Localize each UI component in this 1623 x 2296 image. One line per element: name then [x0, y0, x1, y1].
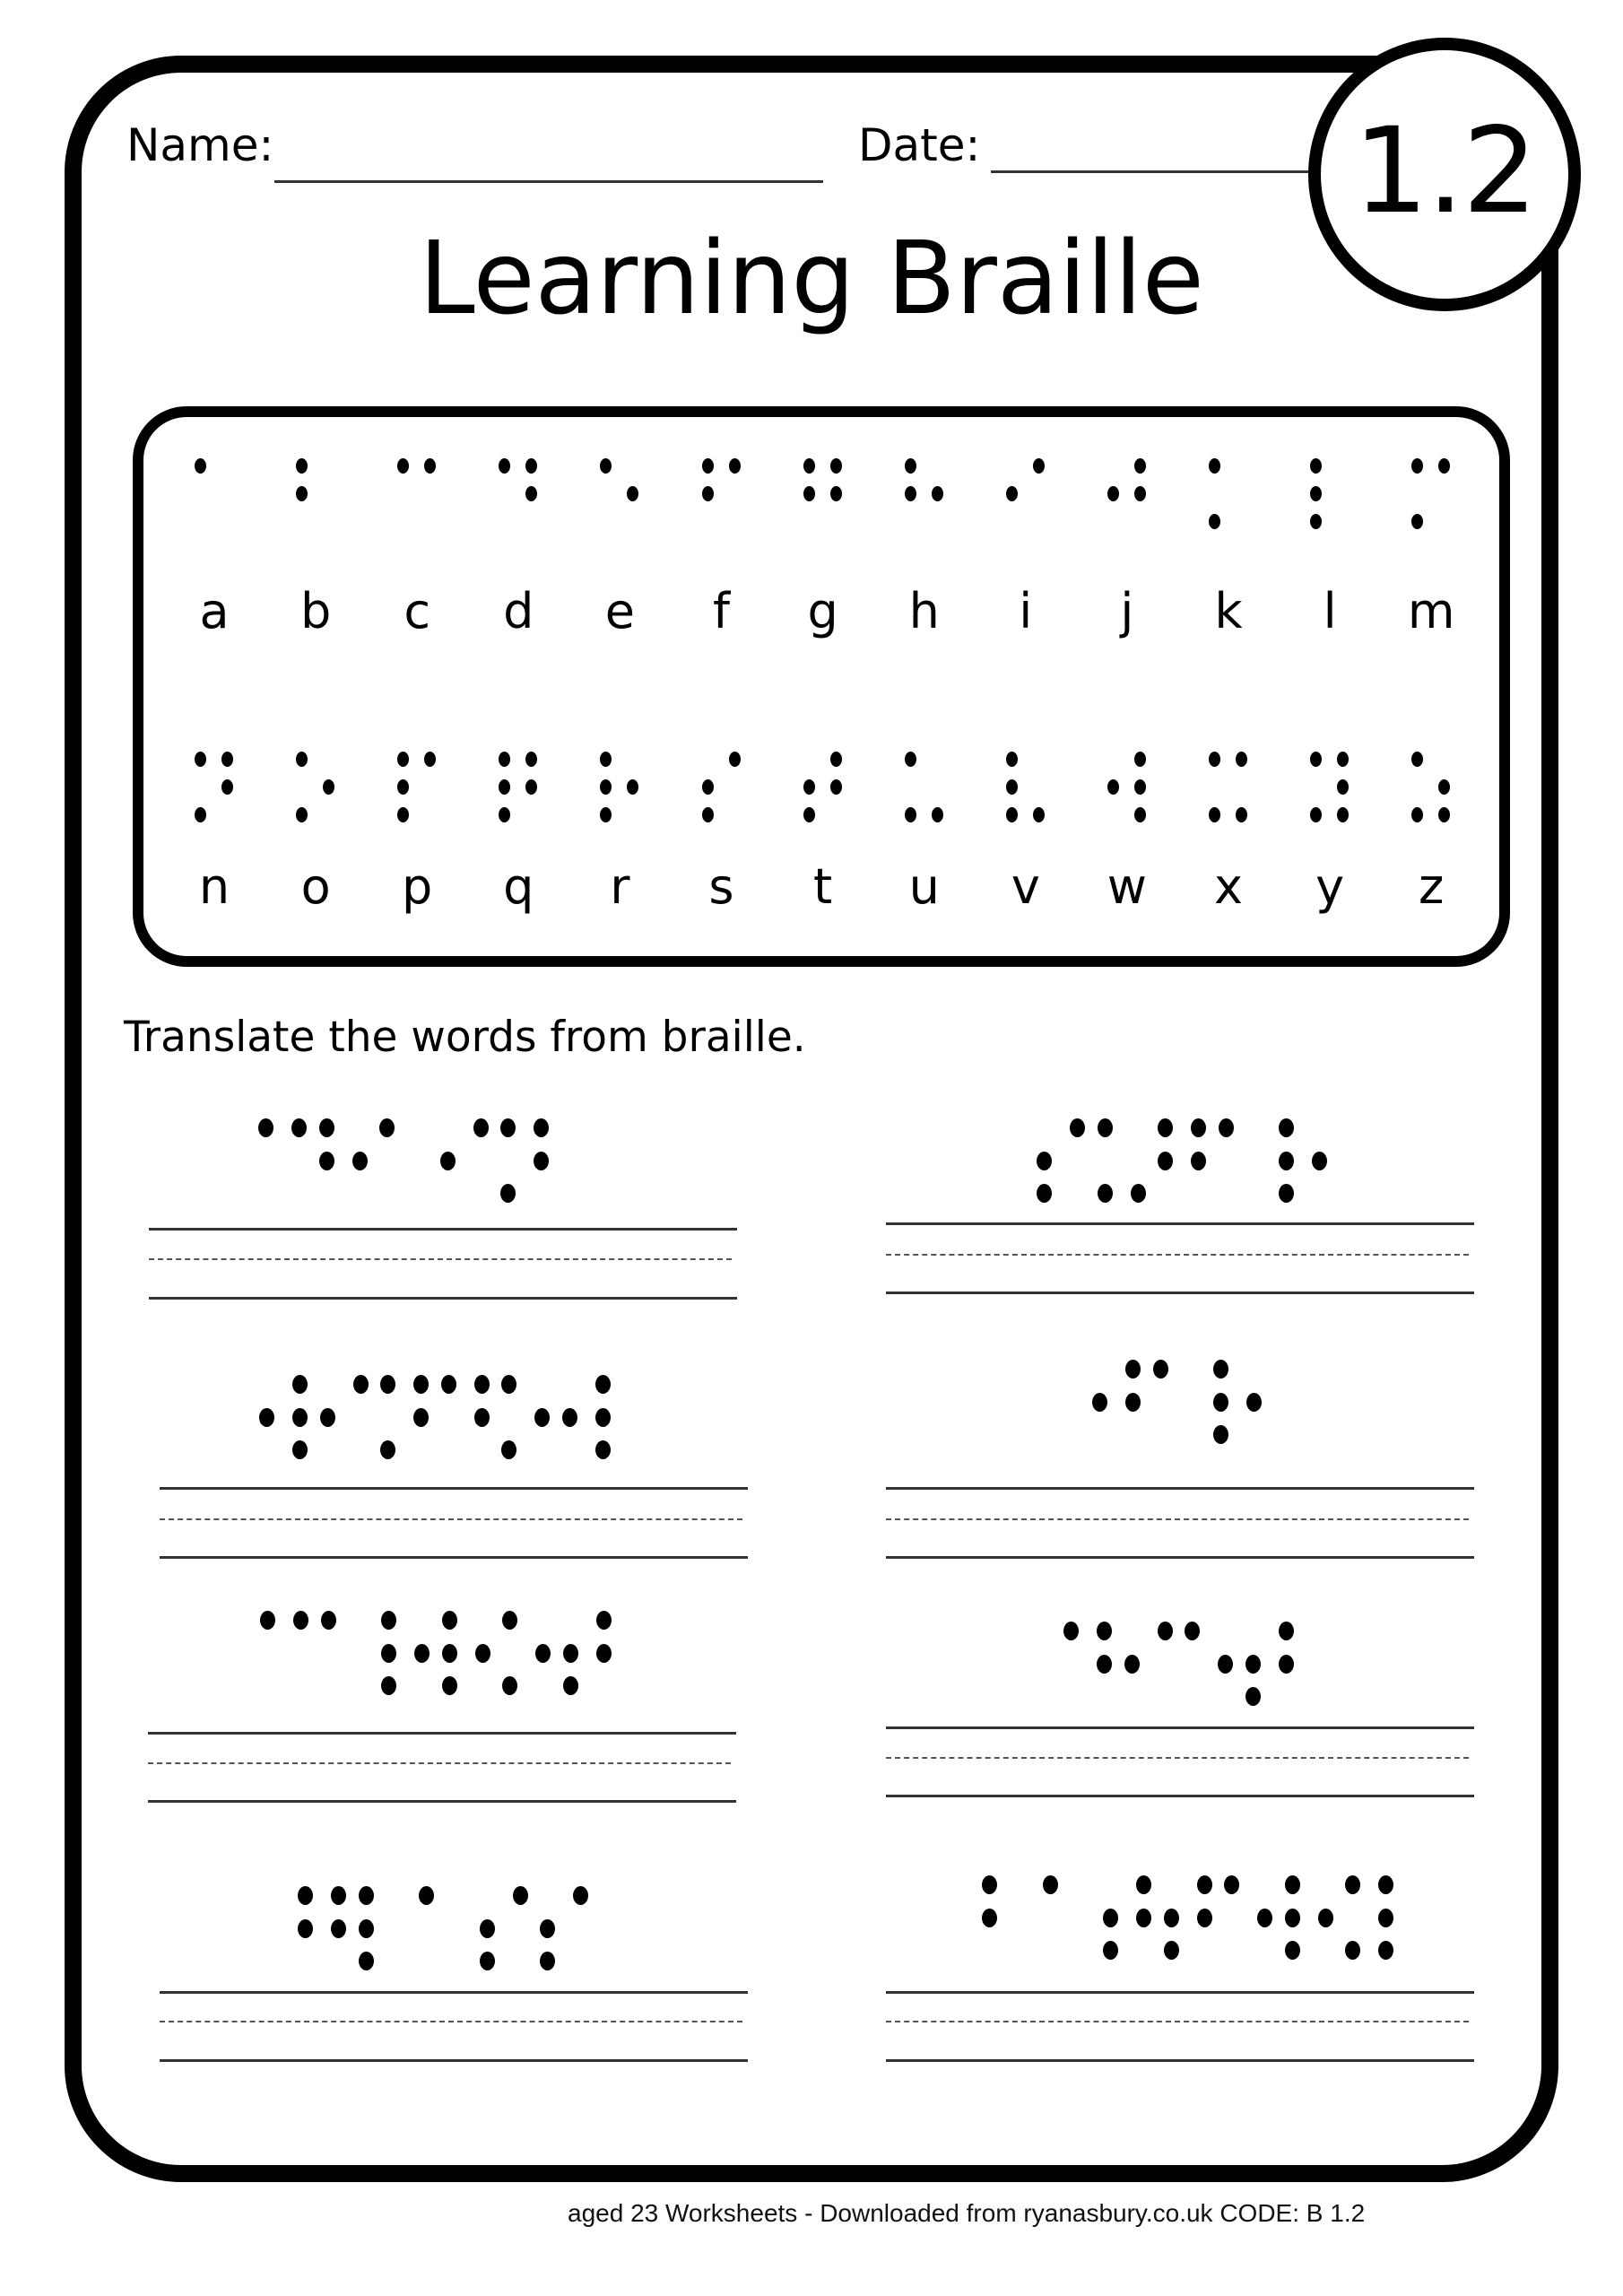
answer-guide-line — [886, 1518, 1469, 1520]
braille-dot — [534, 1408, 550, 1427]
braille-dot — [1213, 1393, 1228, 1412]
braille-dot — [320, 1408, 335, 1427]
braille-dot — [1103, 1941, 1118, 1960]
answer-line[interactable] — [886, 1487, 1474, 1490]
braille-dot — [1191, 1118, 1206, 1137]
braille-dot — [1131, 1184, 1146, 1203]
key-letter-l: l — [1323, 583, 1337, 639]
braille-dot — [1070, 1118, 1085, 1137]
answer-line[interactable] — [886, 1795, 1474, 1797]
key-letter-f: f — [712, 583, 730, 639]
key-letter-r: r — [610, 858, 630, 915]
braille-dot — [1345, 1875, 1360, 1894]
answer-line[interactable] — [148, 1732, 736, 1735]
braille-dot — [442, 1676, 457, 1695]
key-letter-b: b — [299, 583, 332, 639]
answer-line[interactable] — [160, 1991, 748, 1994]
braille-word-cell — [1092, 1360, 1137, 1440]
braille-word-cell — [1158, 1118, 1202, 1199]
answer-line[interactable] — [886, 1726, 1474, 1729]
braille-word-cell — [259, 1375, 304, 1456]
braille-dot — [474, 1408, 490, 1427]
braille-dot — [475, 1644, 490, 1663]
braille-dot — [379, 1118, 395, 1137]
key-letter-h: h — [908, 583, 940, 639]
braille-dot — [1124, 1655, 1140, 1674]
braille-dot — [1097, 1655, 1112, 1674]
braille-word-cell — [1063, 1622, 1108, 1702]
braille-dot — [381, 1611, 396, 1630]
braille-dot — [359, 1919, 374, 1938]
braille-dot — [353, 1375, 369, 1394]
answer-line[interactable] — [886, 1222, 1474, 1225]
braille-dot — [331, 1919, 346, 1938]
braille-word-cell — [321, 1611, 366, 1692]
braille-word-cell — [562, 1375, 607, 1456]
answer-line[interactable] — [160, 1556, 748, 1559]
braille-dot — [535, 1644, 551, 1663]
key-letter-x: x — [1214, 858, 1243, 915]
braille-dot — [1097, 1622, 1112, 1640]
answer-guide-line — [160, 1518, 742, 1520]
braille-dot — [595, 1440, 611, 1459]
braille-dot — [595, 1375, 611, 1394]
braille-dot — [1103, 1909, 1118, 1927]
braille-word-cell — [380, 1375, 425, 1456]
braille-word-cell — [1153, 1360, 1198, 1440]
braille-dot — [1153, 1360, 1168, 1378]
braille-word-cell — [381, 1611, 426, 1692]
braille-dot — [1285, 1941, 1300, 1960]
braille-dot — [1257, 1909, 1272, 1927]
braille-dot — [1224, 1875, 1239, 1894]
braille-dot — [1213, 1425, 1228, 1444]
braille-dot — [1279, 1622, 1294, 1640]
braille-dot — [442, 1644, 457, 1663]
braille-dot — [1378, 1941, 1393, 1960]
answer-line[interactable] — [886, 1991, 1474, 1994]
braille-dot — [419, 1886, 434, 1905]
braille-dot — [292, 1408, 308, 1427]
key-letter-k: k — [1214, 583, 1243, 639]
braille-dot — [480, 1952, 495, 1970]
answer-guide-line — [886, 2021, 1469, 2022]
braille-word-cell — [319, 1118, 364, 1199]
braille-dot — [319, 1152, 334, 1170]
braille-dot — [1285, 1875, 1300, 1894]
braille-word-cell — [260, 1611, 305, 1692]
braille-word-cell — [480, 1886, 525, 1967]
key-letter-w: w — [1107, 858, 1147, 915]
braille-word-cell — [359, 1886, 404, 1967]
braille-word-cell — [441, 1375, 486, 1456]
braille-dot — [501, 1375, 516, 1394]
key-letter-t: t — [813, 858, 833, 915]
braille-dot — [1378, 1909, 1393, 1927]
braille-dot — [1218, 1655, 1233, 1674]
key-letter-a: a — [199, 583, 230, 639]
braille-word-cell — [1213, 1360, 1258, 1440]
braille-dot — [502, 1611, 517, 1630]
braille-dot — [292, 1375, 308, 1394]
braille-dot — [562, 1408, 577, 1427]
braille-word-cell — [320, 1375, 365, 1456]
answer-guide-line — [149, 1258, 732, 1260]
braille-word-cell — [540, 1886, 585, 1967]
braille-dot — [540, 1952, 555, 1970]
braille-word-cell — [379, 1118, 424, 1199]
braille-dot — [563, 1644, 578, 1663]
braille-word-cell — [1037, 1118, 1081, 1199]
braille-word-cell — [502, 1611, 547, 1692]
braille-dot — [1158, 1622, 1173, 1640]
braille-dot — [1098, 1184, 1113, 1203]
braille-dot — [540, 1919, 555, 1938]
braille-word-cell — [1224, 1875, 1269, 1956]
braille-dot — [1136, 1875, 1151, 1894]
braille-dot — [298, 1919, 313, 1938]
braille-dot — [500, 1118, 516, 1137]
braille-dot — [1185, 1622, 1200, 1640]
key-letter-d: d — [503, 583, 534, 639]
answer-guide-line — [160, 2021, 742, 2022]
braille-word-cell — [1043, 1875, 1088, 1956]
braille-word-cell — [500, 1118, 545, 1199]
braille-dot — [440, 1152, 456, 1170]
braille-dot — [381, 1676, 396, 1695]
braille-dot — [500, 1184, 516, 1203]
braille-dot — [1285, 1909, 1300, 1927]
answer-line[interactable] — [148, 1800, 736, 1803]
braille-word-cell — [258, 1118, 303, 1199]
braille-dot — [292, 1440, 308, 1459]
braille-dot — [534, 1118, 549, 1137]
braille-dot — [1318, 1909, 1333, 1927]
braille-dot — [480, 1919, 495, 1938]
braille-dot — [513, 1886, 528, 1905]
braille-dot — [1158, 1118, 1173, 1137]
level-badge-text: 1.2 — [1353, 101, 1536, 240]
braille-dot — [1197, 1909, 1212, 1927]
braille-dot — [1063, 1622, 1079, 1640]
braille-dot — [501, 1440, 516, 1459]
braille-dot — [441, 1375, 456, 1394]
braille-dot — [982, 1875, 997, 1894]
braille-dot — [1164, 1941, 1179, 1960]
braille-dot — [359, 1886, 374, 1905]
braille-dot — [258, 1118, 273, 1137]
braille-dot — [1136, 1909, 1151, 1927]
braille-dot — [442, 1611, 457, 1630]
instruction-text: Translate the words from braille. — [124, 1013, 806, 1062]
answer-line[interactable] — [160, 2059, 748, 2062]
answer-line[interactable] — [886, 2059, 1474, 2062]
braille-dot — [1092, 1393, 1107, 1412]
braille-dot — [1245, 1655, 1261, 1674]
braille-dot — [534, 1152, 549, 1170]
braille-dot — [1043, 1875, 1058, 1894]
braille-word-cell — [563, 1611, 608, 1692]
braille-dot — [1158, 1152, 1173, 1170]
braille-dot — [1191, 1152, 1206, 1170]
braille-dot — [331, 1886, 346, 1905]
braille-dot — [573, 1886, 588, 1905]
braille-word-cell — [1103, 1875, 1148, 1956]
braille-dot — [380, 1375, 395, 1394]
braille-word-cell — [1219, 1118, 1263, 1199]
key-letter-e: e — [604, 583, 635, 639]
braille-dot — [413, 1375, 429, 1394]
braille-dot — [1125, 1393, 1141, 1412]
key-letter-g: g — [807, 583, 838, 639]
braille-dot — [291, 1118, 307, 1137]
key-letter-m: m — [1407, 583, 1455, 639]
answer-guide-line — [886, 1254, 1469, 1256]
braille-dot — [1312, 1152, 1327, 1170]
braille-dot — [1213, 1360, 1228, 1378]
key-letter-n: n — [198, 858, 230, 915]
braille-word-cell — [1345, 1875, 1390, 1956]
key-letter-c: c — [404, 583, 431, 639]
key-letter-q: q — [503, 858, 534, 915]
braille-word-cell — [1164, 1875, 1209, 1956]
braille-dot — [1125, 1360, 1141, 1378]
braille-dot — [413, 1408, 429, 1427]
braille-word-cell — [1098, 1118, 1142, 1199]
braille-word-cell — [982, 1875, 1027, 1956]
braille-dot — [1378, 1875, 1393, 1894]
braille-dot — [319, 1118, 334, 1137]
braille-word-cell — [501, 1375, 546, 1456]
answer-line[interactable] — [160, 1487, 748, 1490]
key-letter-y: y — [1315, 858, 1345, 915]
braille-dot — [474, 1375, 490, 1394]
braille-dot — [982, 1909, 997, 1927]
braille-dot — [1037, 1152, 1052, 1170]
braille-word-cell — [1185, 1622, 1229, 1702]
braille-dot — [1279, 1184, 1294, 1203]
braille-word-cell — [419, 1886, 464, 1967]
footer-credit: aged 23 Worksheets - Downloaded from ryanasbury.co.uk CODE: B 1.2 — [568, 2199, 1366, 2227]
braille-dot — [380, 1440, 395, 1459]
answer-line[interactable] — [886, 1292, 1474, 1294]
braille-dot — [1246, 1393, 1262, 1412]
key-letter-u: u — [908, 858, 940, 915]
braille-dot — [1219, 1118, 1234, 1137]
braille-dot — [1037, 1184, 1052, 1203]
answer-line[interactable] — [149, 1228, 737, 1231]
braille-dot — [1098, 1118, 1113, 1137]
braille-dot — [321, 1611, 336, 1630]
key-letter-p: p — [402, 858, 433, 915]
braille-word-cell — [1124, 1622, 1169, 1702]
name-label: Name: — [126, 119, 274, 171]
key-letter-s: s — [708, 858, 734, 915]
braille-dot — [1279, 1152, 1294, 1170]
braille-dot — [352, 1152, 368, 1170]
answer-line[interactable] — [886, 1556, 1474, 1559]
braille-dot — [298, 1886, 313, 1905]
answer-guide-line — [886, 1757, 1469, 1759]
braille-word-cell — [1279, 1118, 1324, 1199]
answer-line[interactable] — [149, 1297, 737, 1300]
braille-word-cell — [440, 1118, 485, 1199]
braille-dot — [1345, 1941, 1360, 1960]
braille-dot — [1279, 1118, 1294, 1137]
braille-dot — [596, 1611, 612, 1630]
key-letter-j: j — [1120, 583, 1134, 639]
braille-word-cell — [298, 1886, 343, 1967]
key-letter-v: v — [1011, 858, 1040, 915]
braille-word-cell — [1245, 1622, 1290, 1702]
braille-dot — [260, 1611, 275, 1630]
braille-word-cell — [1285, 1875, 1330, 1956]
braille-dot — [1164, 1909, 1179, 1927]
braille-dot — [473, 1118, 489, 1137]
braille-dot — [502, 1676, 517, 1695]
braille-word-cell — [442, 1611, 487, 1692]
braille-dot — [1197, 1875, 1212, 1894]
key-letter-o: o — [300, 858, 331, 915]
braille-dot — [414, 1644, 430, 1663]
braille-dot — [293, 1611, 308, 1630]
braille-dot — [595, 1408, 611, 1427]
braille-dot — [381, 1644, 396, 1663]
key-letter-i: i — [1019, 583, 1033, 639]
answer-guide-line — [148, 1762, 731, 1764]
braille-dot — [259, 1408, 274, 1427]
braille-dot — [596, 1644, 612, 1663]
braille-dot — [1279, 1655, 1294, 1674]
braille-dot — [1245, 1687, 1261, 1706]
page-title: Learning Braille — [419, 221, 1204, 337]
braille-dot — [359, 1952, 374, 1970]
key-letter-z: z — [1419, 858, 1445, 915]
braille-dot — [563, 1676, 578, 1695]
date-label: Date: — [858, 119, 981, 171]
